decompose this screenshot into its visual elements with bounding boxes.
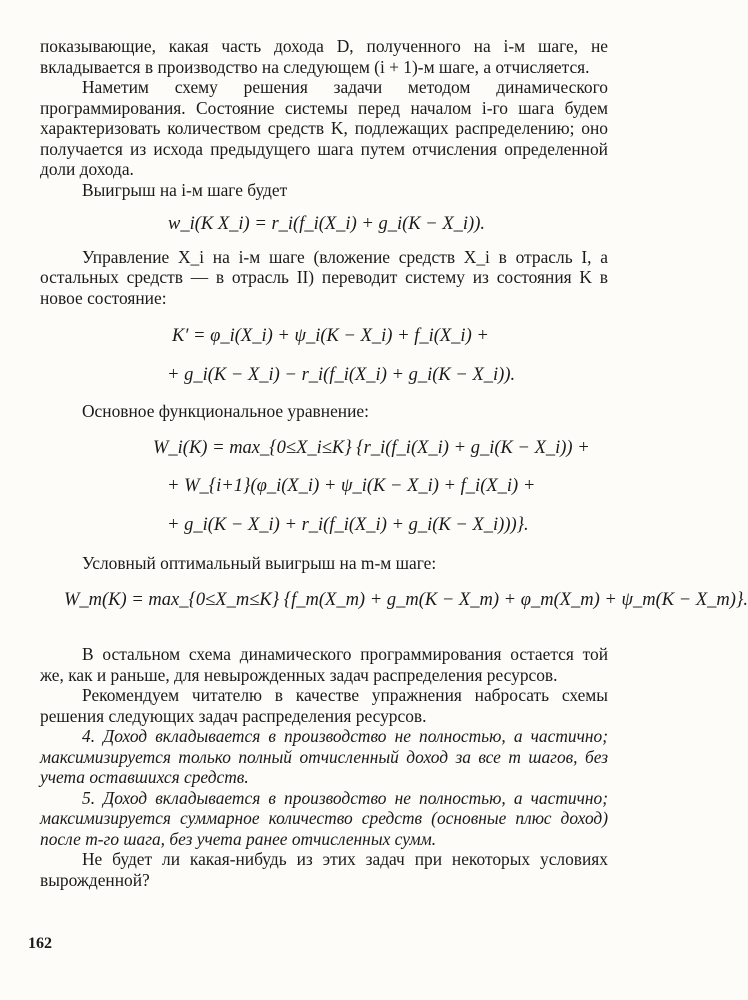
margin-mark bbox=[40, 610, 608, 644]
paragraph-control: Управление X_i на i-м шаге (вложение средств X_i в отрасль I, а остальных средств — в отрасль II) переводит систему из состояния K в новое состояние: bbox=[40, 246, 608, 308]
paragraph-question: Не будет ли какая-нибудь из этих задач при некоторых условиях вырожденной? bbox=[40, 849, 608, 890]
paragraph-exercise: Рекомендуем читателю в качестве упражнения набросать схемы решения следующих задач распределения ресурсов. bbox=[40, 685, 608, 726]
formula-state-line-2: + g_i(K − X_i) − r_i(f_i(X_i) + g_i(K − X_i)). bbox=[167, 364, 516, 385]
formula-final-win: W_m(K) = max_{0≤X_m≤K} {f_m(X_m) + g_m(K − X_m) + φ_m(X_m) + ψ_m(K − X_m)}. bbox=[64, 589, 748, 610]
formula-functional-line-3: + g_i(K − X_i) + r_i(f_i(X_i) + g_i(K − X_i)))}. bbox=[167, 514, 529, 535]
problem-4: 4. Доход вкладывается в производство не полностью, а частично; максимизируется только полный отчисленный доход за все m шагов, без учета оставшихся средств. bbox=[40, 726, 608, 787]
paragraph-intro: показывающие, какая часть дохода D, полученного на i-м шаге, не вкладывается в производство на следующем (i + 1)-м шаге, а отчисляется. bbox=[40, 36, 608, 77]
formula-win: w_i(K X_i) = r_i(f_i(X_i) + g_i(K − X_i)). bbox=[168, 214, 485, 234]
paragraph-conditional-win: Условный оптимальный выигрыш на m-м шаге: bbox=[82, 553, 437, 573]
formula-state-line-1: K′ = φ_i(X_i) + ψ_i(K − X_i) + f_i(X_i) + bbox=[172, 326, 489, 346]
paragraph-remaining: В остальном схема динамического программирования остается той же, как и раньше, для невырожденных задач распределения ресурсов. bbox=[40, 644, 608, 685]
problem-5: 5. Доход вкладывается в производство не полностью, а частично; максимизируется суммарное количество средств (основные плюс доход) после m-го шага, без учета ранее отчисленных сумм. bbox=[40, 787, 608, 849]
paragraph-functional-eq: Основное функциональное уравнение: bbox=[82, 401, 369, 421]
formula-functional-line-1: W_i(K) = max_{0≤X_i≤K} {r_i(f_i(X_i) + g_i(K − X_i)) + bbox=[153, 437, 590, 458]
paragraph-scheme: Наметим схему решения задачи методом динамического программирования. Состояние системы перед началом i-го шага будем характеризовать количеством средств K, подлежащих распределению; оно получается из исхода предыдущего шага путем отчисления определенной доли дохода. bbox=[40, 77, 608, 179]
formula-functional-line-2: + W_{i+1}(φ_i(X_i) + ψ_i(K − X_i) + f_i(X_i) + bbox=[167, 476, 536, 496]
page-number: 162 bbox=[28, 935, 52, 952]
paragraph-win-intro: Выигрыш на i-м шаге будет bbox=[82, 179, 288, 200]
